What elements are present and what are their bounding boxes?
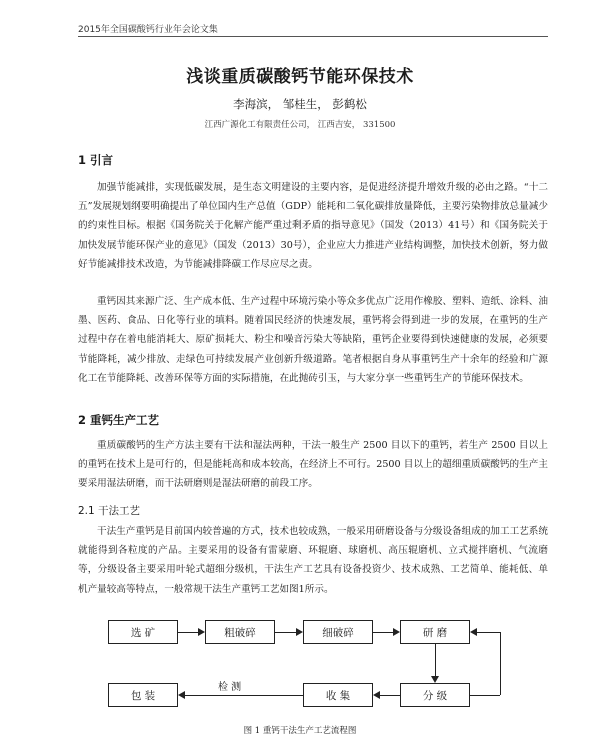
flow-connector (477, 632, 500, 633)
flow-connector (435, 644, 436, 676)
section-1-paragraph-2: 重钙因其来源广泛、生产成本低、生产过程中环境污染小等众多优点广泛用作橡胶、塑料、造纸、涂料、油墨、医药、食品、日化等行业的填料。随着国民经济的快速发展，重钙将会得到进一步的发展，在重钙的生产过程中存在着电能消耗大、原矿损耗大、粉尘和噪音污染大等缺陷，重钙企业要得到快速健康的发展，必须要节能降耗，减少排放、走绿色可持续发展产业创新升级道路。笔者根据自身从事重钙生产十余年的经验和广源化工在节能降耗、改善环保等方面的实际措施，在此抛砖引玉，与大家分享一些重钙生产的节能环保技术。 (78, 296, 548, 384)
flow-arrow (296, 628, 303, 636)
flow-step-coarse-crushing: 粗破碎 (205, 620, 275, 644)
flow-arrow (178, 691, 185, 699)
flow-connector (470, 695, 500, 696)
flow-label-inspection: 检 测 (218, 682, 242, 693)
paper-authors: 李海滨， 邹桂生， 彭鹤松 (233, 97, 367, 111)
flow-step-grinding: 研 磨 (400, 620, 470, 644)
paper-affiliation: 江西广源化工有限责任公司， 江西吉安， 331500 (204, 120, 396, 130)
figure-caption: 图 1 重钙干法生产工艺流程图 (243, 726, 357, 736)
flow-step-packaging: 包 装 (108, 683, 178, 707)
flow-connector (380, 695, 400, 696)
flow-step-fine-crushing: 细破碎 (303, 620, 373, 644)
header-rule (78, 36, 548, 37)
section-1-heading: 1 引言 (78, 153, 114, 167)
flow-step-ore-selection: 选 矿 (108, 620, 178, 644)
flow-step-classification: 分 级 (400, 683, 470, 707)
flow-connector (275, 632, 296, 633)
flow-connector (185, 695, 303, 696)
section-1-paragraph-1: 加强节能减排，实现低碳发展，是生态文明建设的主要内容，是促进经济提升增效升级的必由之路。“十二五”发展规划纲要明确提出了单位国内生产总值（GDP）能耗和二氧化碳排放量降低，主要污染物排放总量减少的约束性目标。根据《国务院关于化解产能严重过剩矛盾的指导意见》（国发（2013）41号）和《国务院关于加快发展节能环保产业的意见》（国发（2013）30号），企业应大力推进产业结构调整，加快技术创新，努力做好节能减排技术改造，为节能减排降碳工作尽应尽之责。 (78, 182, 548, 270)
flow-arrow (393, 628, 400, 636)
flow-arrow (198, 628, 205, 636)
flow-connector (373, 632, 393, 633)
paper-title: 浅谈重质碳酸钙节能环保技术 (186, 67, 414, 87)
flow-arrow (470, 628, 477, 636)
flow-arrow (373, 691, 380, 699)
section-2-1-paragraph-1: 干法生产重钙是目前国内较普遍的方式，技术也较成熟，一般采用研磨设备与分级设备组成的加工工艺系统就能得到各粒度的产品。主要采用的设备有雷蒙磨、环辊磨、球磨机、高压辊磨机、立式搅拌磨机、气流磨等，分级设备主要采用叶轮式超细分级机，干法生产工艺具有设备投资少、技术成熟、工艺简单、能耗低、单机产量较高等特点，一般常规干法生产重钙工艺如图1所示。 (78, 526, 548, 595)
running-header: 2015年全国碳酸钙行业年会论文集 (78, 25, 218, 35)
flow-step-collection: 收 集 (303, 683, 373, 707)
section-2-heading: 2 重钙生产工艺 (78, 413, 160, 427)
flow-connector (500, 632, 501, 695)
flow-connector (178, 632, 198, 633)
flow-arrow (431, 676, 439, 683)
section-2-1-heading: 2.1 干法工艺 (78, 505, 141, 517)
section-2-paragraph-1: 重质碳酸钙的生产方法主要有干法和湿法两种，干法一般生产 2500 目以下的重钙，若生产 2500 目以上的重钙在技术上是可行的，但是能耗高和成本较高，在经济上不可行。2500 目以上的超细重质碳酸钙的生产主要采用湿法研磨，而干法研磨则是湿法研磨的前段工序。 (78, 440, 548, 490)
